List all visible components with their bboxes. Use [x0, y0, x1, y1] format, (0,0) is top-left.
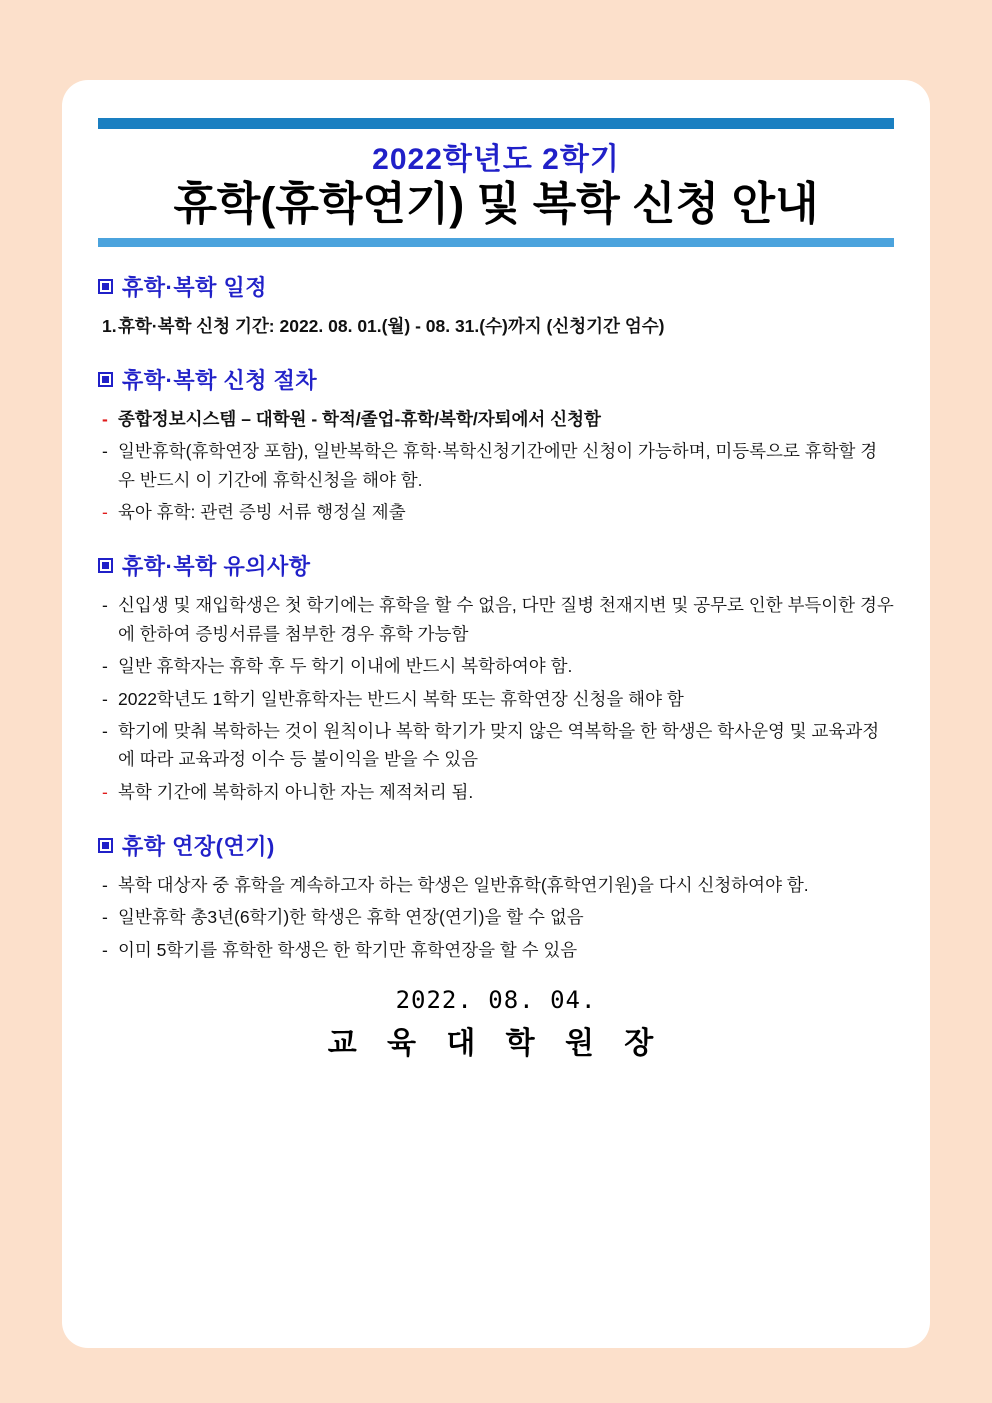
list-item-text: 일반휴학 총3년(6학기)한 학생은 휴학 연장(연기)을 할 수 없음: [118, 907, 584, 928]
list-item-marker: -: [102, 409, 108, 430]
signature-date: 2022. 08. 04.: [395, 985, 597, 1014]
list-item-marker: -: [102, 595, 108, 616]
list-item: [98, 405, 894, 433]
section-heading: [98, 830, 894, 861]
list-item-marker: -: [102, 441, 108, 462]
square-bullet-icon: [98, 558, 113, 573]
section-heading: [98, 550, 894, 581]
list-item-text: 일반 휴학자는 휴학 후 두 학기 이내에 반드시 복학하여야 함.: [118, 656, 573, 677]
list-item: [98, 871, 894, 899]
list-item-marker: -: [102, 907, 108, 928]
signature-block: [98, 986, 894, 1062]
list-item: [98, 936, 894, 964]
list-item-marker: -: [102, 781, 108, 802]
section-heading: [98, 364, 894, 395]
square-bullet-icon: [98, 372, 113, 387]
list-item-marker: 1.: [102, 315, 117, 336]
section-extension: [98, 830, 894, 964]
page-title: 휴학(휴학연기) 및 복학 신청 안내: [173, 178, 819, 229]
section-item-list: [98, 871, 894, 964]
square-bullet-icon: [98, 279, 113, 294]
list-item: [98, 312, 894, 340]
list-item-marker: -: [102, 502, 108, 523]
list-item-text: 휴학·복학 신청 기간: 2022. 08. 01.(월) - 08. 31.(수)까지 (신청기간 엄수): [118, 315, 665, 336]
list-item: [98, 652, 894, 680]
list-item-text: 2022학년도 1학기 일반휴학자는 반드시 복학 또는 휴학연장 신청을 해야 함: [118, 688, 684, 709]
section-cautions: [98, 550, 894, 805]
list-item-text: 복학 대상자 중 휴학을 계속하고자 하는 학생은 일반휴학(휴학연기원)을 다시 신청하여야 함.: [118, 874, 809, 895]
list-item: [98, 685, 894, 713]
list-item-marker: -: [102, 688, 108, 709]
bottom-divider: [98, 238, 894, 247]
square-bullet-icon: [98, 838, 113, 853]
list-item-marker: -: [102, 874, 108, 895]
section-procedure: [98, 364, 894, 526]
list-item-marker: -: [102, 656, 108, 677]
list-item-text: 일반휴학(휴학연장 포함), 일반복학은 휴학·복학신청기간에만 신청이 가능하며, 미등록으로 휴학할 경우 반드시 이 기간에 휴학신청을 해야 함.: [118, 441, 878, 490]
section-heading: [98, 271, 894, 302]
section-heading-label: 휴학·복학 일정: [122, 274, 267, 300]
section-heading-label: 휴학·복학 신청 절차: [122, 368, 318, 394]
notice-content: [98, 118, 894, 1062]
list-item-text: 학기에 맞춰 복학하는 것이 원칙이나 복학 학기가 맞지 않은 역복학을 한 학생은 학사운영 및 교육과정에 따라 교육과정 이수 등 불이익을 받을 수 있음: [118, 720, 880, 770]
list-item-text: 신입생 및 재입학생은 첫 학기에는 휴학을 할 수 없음, 다만 질병 천재지변 및 공무로 인한 부득이한 경우에 한하여 증빙서류를 첨부한 경우 휴학 가능함: [118, 595, 894, 644]
list-item-marker: -: [102, 720, 108, 741]
list-item: [98, 591, 894, 648]
section-item-list: [98, 405, 894, 526]
list-item: [98, 717, 894, 774]
section-heading-label: 휴학 연장(연기): [122, 833, 275, 859]
list-item-marker: -: [102, 939, 108, 960]
list-item: [98, 778, 894, 806]
list-item: [98, 903, 894, 931]
list-item: [98, 498, 894, 526]
list-item-text: 종합정보시스템 – 대학원 - 학적/졸업-휴학/복학/자퇴에서 신청함: [118, 409, 601, 430]
notice-page: [62, 80, 930, 1348]
top-divider: [98, 118, 894, 129]
section-item-list: [98, 312, 894, 340]
list-item-text: 이미 5학기를 휴학한 학생은 한 학기만 휴학연장을 할 수 있음: [118, 939, 578, 960]
title-block: [98, 143, 894, 230]
section-schedule: [98, 271, 894, 340]
section-heading-label: 휴학·복학 유의사항: [122, 554, 311, 580]
title-subtitle: 2022학년도 2학기: [372, 143, 620, 176]
list-item: [98, 437, 894, 494]
list-item-text: 복학 기간에 복학하지 아니한 자는 제적처리 됨.: [118, 781, 474, 802]
list-item-text: 육아 휴학: 관련 증빙 서류 행정실 제출: [118, 502, 406, 523]
section-item-list: [98, 591, 894, 805]
signature-issuer: 교 육 대 학 원 장: [327, 1026, 665, 1060]
